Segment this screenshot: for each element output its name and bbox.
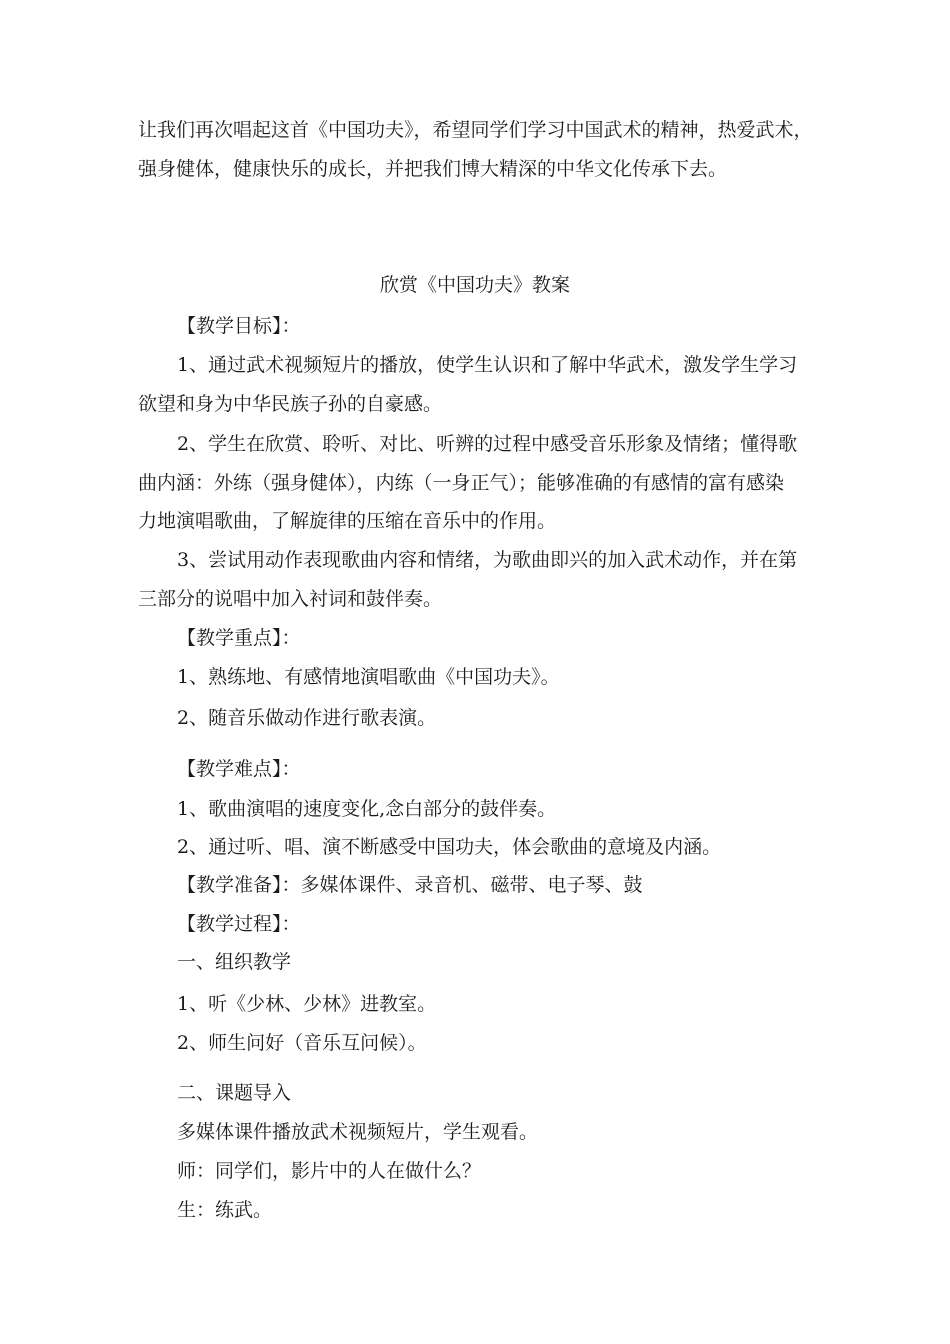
goal-1-line-1: 1、通过武术视频短片的播放，使学生认识和了解中华武术，激发学生学习 (177, 354, 798, 376)
document-title: 欣赏《中国功夫》教案 (379, 274, 570, 296)
process-section-2-line-3: 生：练武。 (177, 1199, 273, 1221)
goal-3-line-1: 3、尝试用动作表现歌曲内容和情绪，为歌曲即兴的加入武术动作，并在第 (177, 549, 798, 571)
process-section-2-line-1: 多媒体课件播放武术视频短片，学生观看。 (177, 1121, 539, 1143)
difficulty-2: 2、通过听、唱、演不断感受中国功夫，体会歌曲的意境及内涵。 (177, 836, 722, 858)
intro-line-2: 强身健体，健康快乐的成长，并把我们博大精深的中华文化传承下去。 (138, 158, 728, 180)
process-section-2-line-2: 师：同学们，影片中的人在做什么？ (177, 1160, 482, 1182)
difficulty-1: 1、歌曲演唱的速度变化,念白部分的鼓伴奏。 (177, 798, 557, 820)
goal-1-line-2: 欲望和身为中华民族子孙的自豪感。 (138, 393, 443, 415)
goal-3-line-2: 三部分的说唱中加入衬词和鼓伴奏。 (138, 588, 443, 610)
process-section-2-heading: 二、课题导入 (177, 1082, 292, 1104)
key-point-2: 2、随音乐做动作进行歌表演。 (177, 707, 437, 729)
process-section-1-heading: 一、组织教学 (177, 951, 292, 973)
difficulties-heading: 【教学难点】： (177, 758, 301, 780)
process-section-1-item-1: 1、听《少林、少林》进教室。 (177, 993, 437, 1015)
key-point-1: 1、熟练地、有感情地演唱歌曲《中国功夫》。 (177, 666, 560, 688)
intro-line-1: 让我们再次唱起这首《中国功夫》，希望同学们学习中国武术的精神，热爱武术， (138, 119, 813, 141)
key-points-heading: 【教学重点】： (177, 627, 301, 649)
goal-2-line-1: 2、学生在欣赏、聆听、对比、听辨的过程中感受音乐形象及情绪；懂得歌 (177, 433, 798, 455)
preparation-line: 【教学准备】：多媒体课件、录音机、磁带、电子琴、鼓 (177, 874, 643, 896)
process-section-1-item-2: 2、师生问好（音乐互问候）。 (177, 1032, 427, 1054)
goal-2-line-2: 曲内涵：外练（强身健体），内练（一身正气）；能够准确的有感情的富有感染 (138, 472, 785, 494)
process-heading: 【教学过程】： (177, 913, 301, 935)
goal-2-line-3: 力地演唱歌曲，了解旋律的压缩在音乐中的作用。 (138, 510, 557, 532)
goals-heading: 【教学目标】： (177, 315, 301, 337)
